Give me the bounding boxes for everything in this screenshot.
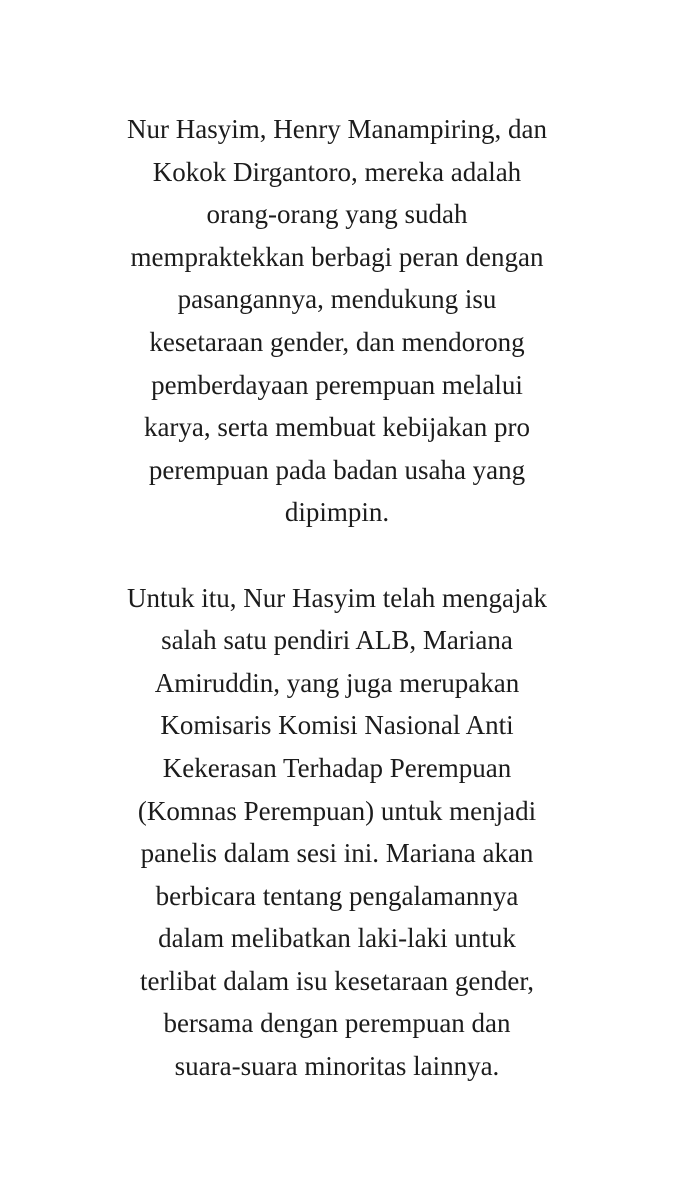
paragraph-1 [0, 108, 674, 534]
text-line: Komisaris Komisi Nasional Anti [160, 710, 514, 741]
text-line: karya, serta membuat kebijakan pro [143, 412, 531, 443]
text-line: (Komnas Perempuan) untuk menjadi [137, 795, 537, 826]
text-line: Nur Hasyim, Henry Manampiring, dan [127, 114, 547, 144]
text-line: Amiruddin, yang juga merupakan [154, 667, 520, 698]
text-line: mempraktekkan berbagi peran dengan [130, 241, 544, 272]
text-line: perempuan pada badan usaha yang [148, 454, 526, 485]
text-line: terlibat dalam isu kesetaraan gender, [140, 965, 534, 996]
text-line: Kokok Dirgantoro, mereka adalah [152, 156, 522, 187]
article-body [0, 108, 674, 1088]
text-line: salah satu pendiri ALB, Mariana [161, 625, 513, 656]
text-line: orang-orang yang sudah [206, 199, 468, 230]
text-line: panelis dalam sesi ini. Mariana akan [140, 838, 534, 869]
text-line: pemberdayaan perempuan melalui [151, 369, 523, 400]
text-line: bersama dengan perempuan dan [163, 1008, 511, 1039]
text-line: Kekerasan Terhadap Perempuan [162, 752, 512, 783]
text-line: Untuk itu, Nur Hasyim telah mengajak [127, 582, 547, 613]
text-line: dalam melibatkan laki-laki untuk [158, 923, 516, 954]
paragraph-2 [0, 577, 674, 1088]
text-line: dipimpin. [284, 497, 390, 528]
text-line: berbicara tentang pengalamannya [155, 880, 519, 911]
text-line: pasangannya, mendukung isu [177, 284, 497, 315]
text-line: suara-suara minoritas lainnya. [174, 1051, 500, 1082]
text-line: kesetaraan gender, dan mendorong [149, 326, 525, 357]
